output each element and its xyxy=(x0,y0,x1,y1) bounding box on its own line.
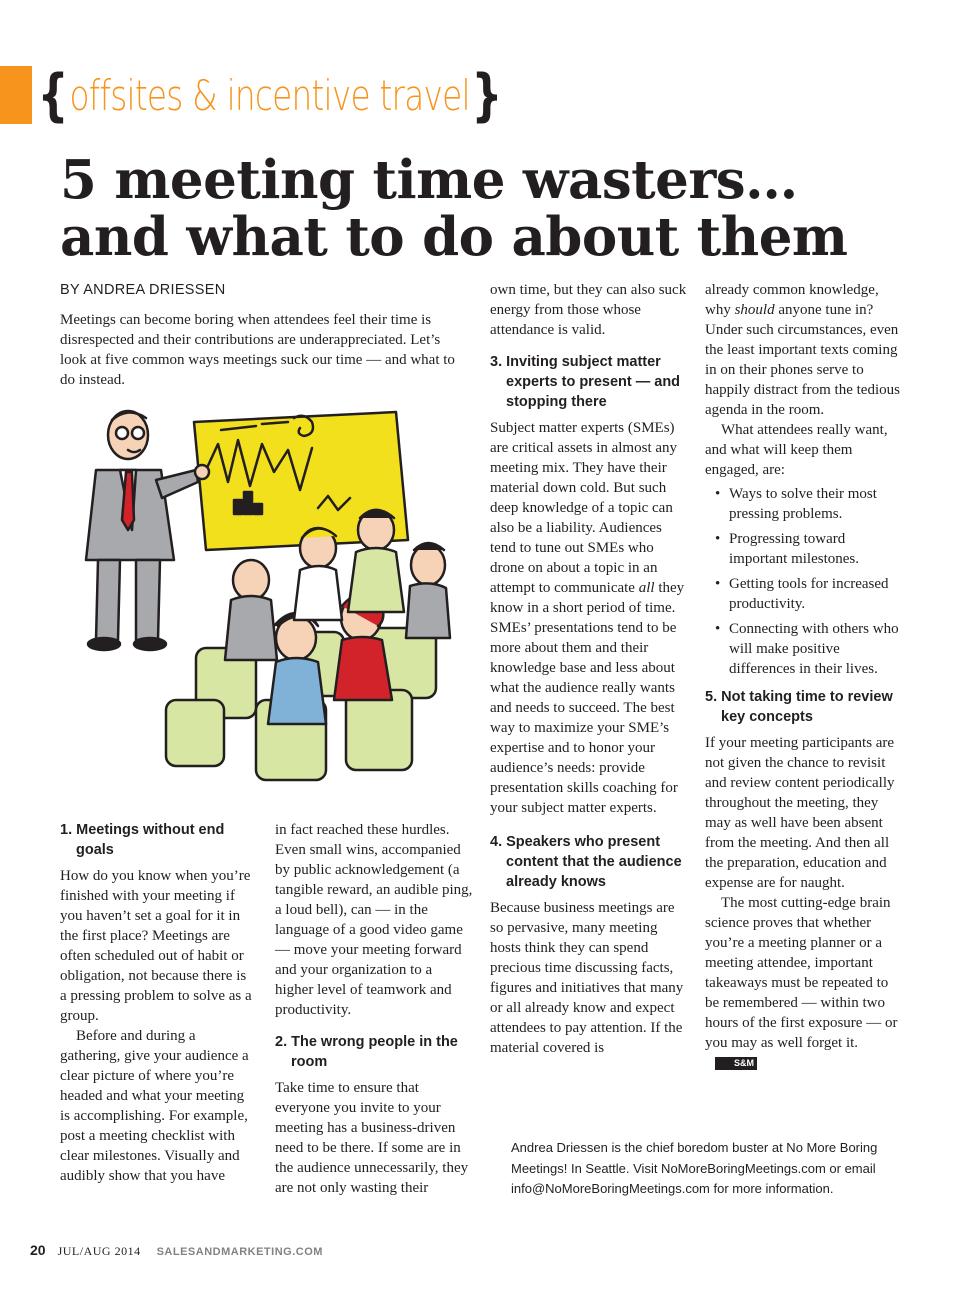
author-bio: Andrea Driessen is the chief boredom buster at No More Boring Meetings! In Seattle. Visit NoMoreBoringMeetings.com or email info@NoMoreBoringMeetings.com for more information. xyxy=(511,1140,878,1196)
col4-paragraph-1 xyxy=(705,280,905,420)
open-brace: { xyxy=(37,62,68,128)
section-tab-bar xyxy=(0,66,32,124)
end-mark-logo: S&M xyxy=(715,1057,757,1070)
issue-date: JUL/AUG 2014 xyxy=(57,1244,141,1258)
heading-1: 1. Meetings without end goals xyxy=(60,822,225,858)
meeting-cartoon-illustration xyxy=(56,400,476,810)
col4-p1-part-a: already common knowledge, why xyxy=(705,282,879,318)
col2-paragraph-2: Take time to ensure that everyone you invite to your meeting has a business-driven need to be there. If some are in the audience unnecessarily, they are not only wasting their xyxy=(275,1080,469,1196)
col4-p1-part-b: anyone tune in? Under such circumstances, even the least important texts coming in on their phones serve to happily distract from the tedious agenda in the room. xyxy=(705,302,900,418)
heading-3: 3. Inviting subject matter experts to present — and stopping there xyxy=(490,354,681,410)
list-item: • Progressing toward important milestones. xyxy=(729,529,905,569)
col1-paragraph-2: Before and during a gathering, give your audience a clear picture of where you’re headed and what your meeting is accomplishing. For example, post a meeting checklist with clear milestones. Visually and audibly show that you have xyxy=(60,1028,249,1184)
col4-paragraph-3: If your meeting participants are not given the chance to revisit and review content periodically throughout the meeting, they may as well have been absent from the meeting. And then all the preparation, education and expense are for naught. xyxy=(705,735,895,891)
column-3 xyxy=(490,280,690,1058)
col2-paragraph-1: in fact reached these hurdles. Even small wins, accompanied by public acknowledgement (a tangible reward, an audible ping, a loud bell), can — in the language of a good video game — move your meeting forward and your organization to a higher level of teamwork and productivity. xyxy=(275,822,473,1018)
close-brace: } xyxy=(471,62,502,128)
column-2 xyxy=(275,820,473,1198)
list-item: • Ways to solve their most pressing problems. xyxy=(729,484,905,524)
column-1 xyxy=(60,820,256,1186)
headline-line-1: 5 meeting time wasters… xyxy=(60,149,798,211)
headline xyxy=(60,149,940,268)
intro-paragraph: Meetings can become boring when attendees feel their time is disrespected and their contributions are underappreciated. Let’s look at five common ways meetings suck our time — and what to do instead. xyxy=(60,312,455,388)
heading-4: 4. Speakers who present content that the audience already knows xyxy=(490,834,682,890)
col4-p4-text: The most cutting-edge brain science proves that whether you’re a meeting planner or a meeting attendee, important takeaways must be repeated to be remembered — within two hours of the first exposure — or you may as well forget it. xyxy=(705,895,898,1051)
heading-5: 5. Not taking time to review key concepts xyxy=(705,689,893,725)
section-label xyxy=(36,60,503,130)
col4-p1-emphasis: should xyxy=(734,302,775,318)
byline: BY ANDREA DRIESSEN xyxy=(60,282,226,298)
headline-line-2: and what to do about them xyxy=(60,206,848,268)
section-label-text: offsites & incentive travel xyxy=(69,70,470,120)
publication-site: SALESANDMARKETING.COM xyxy=(156,1246,323,1258)
col3-paragraph-2 xyxy=(490,418,690,818)
list-item: • Connecting with others who will make positive differences in their lives. xyxy=(729,619,905,679)
col3-p2-part-a: Subject matter experts (SMEs) are critical assets in almost any meeting mix. They have their material down cold. But such deep knowledge of a topic can also be a liability. Audiences tend to tune out SMEs who drone on about a topic in an attempt to communicate xyxy=(490,420,678,596)
page-number: 20 xyxy=(30,1242,46,1258)
column-4 xyxy=(705,280,905,1073)
list-item: • Getting tools for increased productivity. xyxy=(729,574,905,614)
heading-2: 2. The wrong people in the room xyxy=(275,1034,458,1070)
col4-paragraph-2: What attendees really want, and what will keep them engaged, are: xyxy=(705,422,888,478)
col3-p2-emphasis: all xyxy=(638,580,655,596)
col4-paragraph-4 xyxy=(705,893,905,1073)
attendee-wants-list xyxy=(705,484,905,679)
col3-paragraph-1: own time, but they can also suck energy from those whose attendance is valid. xyxy=(490,282,687,338)
page-footer xyxy=(30,1242,323,1259)
col1-paragraph-1: How do you know when you’re finished with your meeting if you haven’t set a goal for it in the first place? Meetings are often scheduled out of habit or obligation, not because there is a pressing problem to solve as a group. xyxy=(60,868,252,1024)
col3-paragraph-3: Because business meetings are so pervasive, many meeting hosts think they can spend precious time discussing facts, figures and initiatives that many or all already know and expect attendees to pay attention. If the material covered is xyxy=(490,900,684,1056)
col3-p2-part-b: they know in a short period of time. SMEs’ presentations tend to be more about them and their knowledge base and less about what the audience really wants and needs to succeed. The best way to maximize your SME’s expertise and to honor your audience’s needs: provide presentation skills coaching for your subject matter experts. xyxy=(490,580,685,816)
